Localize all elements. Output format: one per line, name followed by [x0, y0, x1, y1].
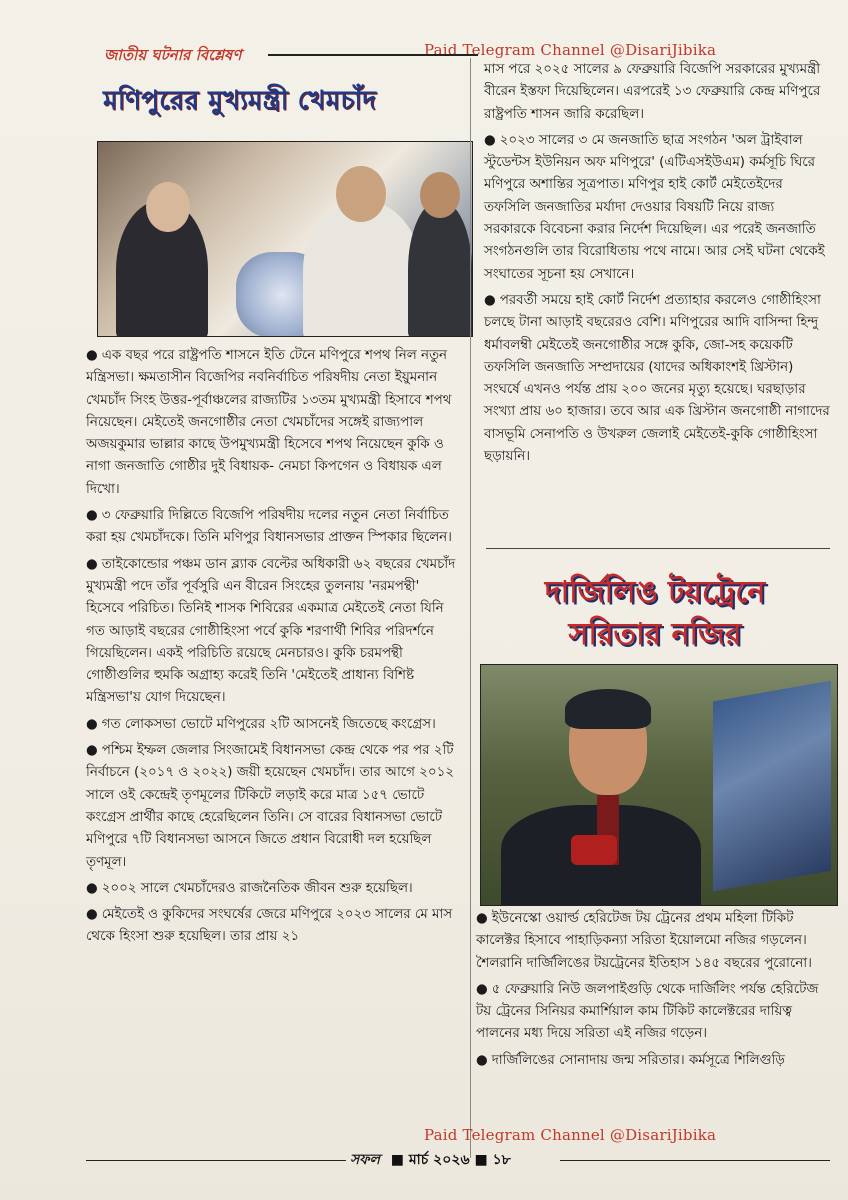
bullet-icon: ●	[484, 292, 496, 308]
top-divider	[268, 54, 478, 56]
toy-train-photo	[480, 664, 838, 906]
paragraph: ● ৩ ফেব্রুয়ারি দিল্লিতে বিজেপি পরিষদীয় দলের নতুন নেতা নির্বাচিত করা হয় খেমচাঁদকে। তিনি মণিপুর বিধানসভার প্রাক্তন স্পিকার ছিলেন।	[86, 508, 452, 546]
left-column	[86, 345, 458, 953]
paragraph: ● ২০২৩ সালের ৩ মে জনজাতি ছাত্র সংগঠন 'অল ট্রাইবাল স্টুডেন্টস ইউনিয়ন অফ মণিপুরে' (এটিএসইউএম) কর্মসূচি ঘিরে মণিপুরে অশান্তির সূত্রপাত। মণিপুর হাই কোর্ট মেইতেইদের তফসিলি জনজাতির মর্যাদা দেওয়ার বিষয়টি নিয়ে রাজ্য সরকারকে বিবেচনা করার নির্দেশ দিয়েছিল। এর পরেই জনজাতি সংগঠনগুলি তার বিরোধিতায় পথে নামে। আর সেই ঘটনা থেকেই সংঘাতের সূচনা হয় সেখানে।	[484, 132, 825, 282]
bullet-icon: ●	[86, 743, 98, 759]
bullet-icon: ●	[86, 556, 98, 572]
footer-rule-left	[86, 1160, 346, 1161]
paragraph: ● মেইতেই ও কুকিদের সংঘর্ষের জেরে মণিপুরে ২০২৩ সালের মে মাস থেকে হিংসা শুরু হয়েছিল। তার প্রায় ২১	[86, 907, 453, 945]
square-icon: ■	[390, 1152, 405, 1168]
headline-line: দার্জিলিঙ টয়ট্রেনে	[544, 575, 766, 610]
paragraph: ● ইউনেস্কো ওয়ার্ল্ড হেরিটেজ টয় ট্রেনের প্রথম মহিলা টিকিট কালেক্টর হিসাবে পাহাড়িকন্যা সরিতা ইয়োলমো নজির গড়লেন। শৈলরানি দার্জিলিঙের টয়ট্রেনের ইতিহাস ১৪৫ বছরের পুরোনো।	[476, 911, 812, 971]
paragraph: ● তাইকোন্ডোর পঞ্চম ডান ব্ল্যাক বেল্টের অধিকারী ৬২ বছরের খেমচাঁদ মুখ্যমন্ত্রী পদে তাঁর পূর্বসুরি এন বীরেন সিংহের তুলনায় 'নরমপন্থী' হিসেবে পরিচিত। তিনিই শাসক শিবিরের একমাত্র মেইতেই নেতা যিনি গত আড়াই বছরের গোষ্ঠীহিংসা পর্বে কুকি শরণার্থী শিবির পরিদর্শনে গিয়েছিলেন। একই পরিচিতি রয়েছে মেনচারও। কুকি চরমপন্থী গোষ্ঠীগুলির হুমকি অগ্রাহ্য করেই তিনি 'মেইতেই প্রাধান্য বিশিষ্ট মন্ত্রিসভা'য় যোগ দিয়েছেন।	[86, 556, 456, 706]
right-column	[484, 59, 830, 472]
paragraph: ● পশ্চিম ইম্ফল জেলার সিংজামেই বিধানসভা কেন্দ্র থেকে পর পর ২টি নির্বাচনে (২০১৭ ও ২০২২) জয়ী হয়েছেন খেমচাঁদ। তার আগে ২০১২ সালে ওই কেন্দ্রেই তৃণমূলের টিকিটে লড়াই করে মাত্র ১৫৭ ভোটে কংগ্রেস প্রার্থীর কাছে হেরেছিলেন তিনি। সে বারের বিধানসভা ভোটে মণিপুরে ৭টি বিধানসভা আসনে জিতে প্রধান বিরোধী দল হয়েছিল তৃণমূল।	[86, 743, 454, 870]
paragraph: ● গত লোকসভা ভোটে মণিপুরের ২টি আসনেই জিতেছে কংগ্রেস।	[86, 716, 436, 732]
photo-person-hair	[565, 689, 651, 729]
bullet-icon: ●	[476, 981, 488, 997]
bullet-icon: ●	[484, 132, 496, 148]
bullet-icon: ●	[86, 880, 98, 896]
page-footer	[350, 1148, 511, 1172]
issue-date: মার্চ ২০২৬	[408, 1152, 470, 1168]
photo-figure-chief-minister-head	[336, 166, 386, 222]
second-article-body	[476, 908, 830, 1076]
bullet-icon: ●	[86, 508, 98, 524]
headline-line: সরিতার নজির	[568, 617, 742, 652]
magazine-brand: সফল	[350, 1152, 380, 1168]
watermark-bottom: Paid Telegram Channel @DisariJibika	[424, 1126, 717, 1144]
photo-figure-aide	[408, 200, 472, 337]
bullet-icon: ●	[86, 907, 98, 923]
article-divider	[486, 548, 830, 549]
bullet-icon: ●	[86, 348, 98, 363]
photo-train	[713, 681, 831, 892]
watermark-top: Paid Telegram Channel @DisariJibika	[424, 41, 717, 59]
bullet-icon: ●	[476, 911, 488, 926]
paragraph: ● ৫ ফেব্রুয়ারি নিউ জলপাইগুড়ি থেকে দার্জিলিং পর্যন্ত হেরিটেজ টয় ট্রেনের সিনিয়র কমার্শিয়াল কাম টিকিট কালেক্টরের দায়িত্ব পালনের মধ্য দিয়ে সরিতা এই নজির গড়েন।	[476, 981, 819, 1042]
page-number: ১৮	[492, 1152, 511, 1168]
article-headline: মণিপুরের মুখ্যমন্ত্রী খেমচাঁদ	[103, 86, 377, 116]
paragraph: ● ২০০২ সালে খেমচাঁদেরও রাজনৈতিক জীবন শুরু হয়েছিল।	[86, 880, 413, 896]
paragraph: ● এক বছর পরে রাষ্ট্রপতি শাসনে ইতি টেনে মণিপুরে শপথ নিল নতুন মন্ত্রিসভা। ক্ষমতাসীন বিজেপির নবনির্বাচিত পরিষদীয় নেতা ইয়ুমনান খেমচাঁদ সিংহ উত্তর-পূর্বাঞ্চলের রাজ্যটির ১৩তম মুখ্যমন্ত্রী হিসাবে শপথ নিয়েছেন। মেইতেই জনগোষ্ঠীর নেতা খেমচাঁদের সঙ্গেই রাজ্যপাল অজয়কুমার ভাল্লার কাছে উপমুখ্যমন্ত্রী হিসেবে শপথ নিয়েছেন কুকি ও নাগা জনজাতি গোষ্ঠীর দুই বিধায়ক- নেমচা কিপগেন ও বিধায়ক এল দিখো।	[86, 348, 452, 497]
photo-figure-aide-head	[420, 172, 460, 218]
square-icon: ■	[474, 1152, 488, 1168]
microphone-icon	[571, 835, 617, 865]
bullet-icon: ●	[86, 716, 98, 732]
column-divider	[470, 58, 471, 1158]
swearing-in-photo	[97, 141, 473, 337]
paragraph-continuation: মাস পরে ২০২৫ সালের ৯ ফেব্রুয়ারি বিজেপি সরকারের মুখ্যমন্ত্রী বীরেন ইস্তফা দিয়েছিলেন। এরপরেই ১৩ ফেব্রুয়ারি কেন্দ্র মণিপুরে রাষ্ট্রপতি শাসন জারি করেছিল।	[484, 62, 821, 122]
section-label: জাতীয় ঘটনার বিশ্লেষণ	[104, 46, 242, 64]
footer-rule-right	[560, 1160, 830, 1161]
bullet-icon: ●	[476, 1052, 488, 1068]
paragraph: ● পরবর্তী সময়ে হাই কোর্ট নির্দেশ প্রত্যাহার করলেও গোষ্ঠীহিংসা চলছে টানা আড়াই বছরেরও বেশি। মণিপুরের আদি বাসিন্দা হিন্দু ধর্মাবলম্বী মেইতেই জনগোষ্ঠীর সঙ্গে কুকি, জো-সহ কয়েকটি তফসিলি জনজাতি সম্প্রদায়ের (যাদের অধিকাংশই খ্রিস্টান) সংঘর্ষে এখনও পর্যন্ত প্রায় ২০০ জনের মৃত্যু হয়েছে। ঘরছাড়ার সংখ্যা প্রায় ৬০ হাজার। তবে আর এক খ্রিস্টান জনগোষ্ঠী নাগাদের বাসভূমি সেনাপতি ও উখরুল জেলাই মেইতেই-কুকি গোষ্ঠীহিংসা ছড়ায়নি।	[484, 292, 830, 465]
photo-figure-governor-head	[146, 182, 190, 232]
paragraph: ● দার্জিলিঙের সোনাদায় জন্ম সরিতার। কর্মসূত্রে শিলিগুড়ি	[476, 1052, 785, 1068]
second-article-headline	[485, 572, 825, 656]
